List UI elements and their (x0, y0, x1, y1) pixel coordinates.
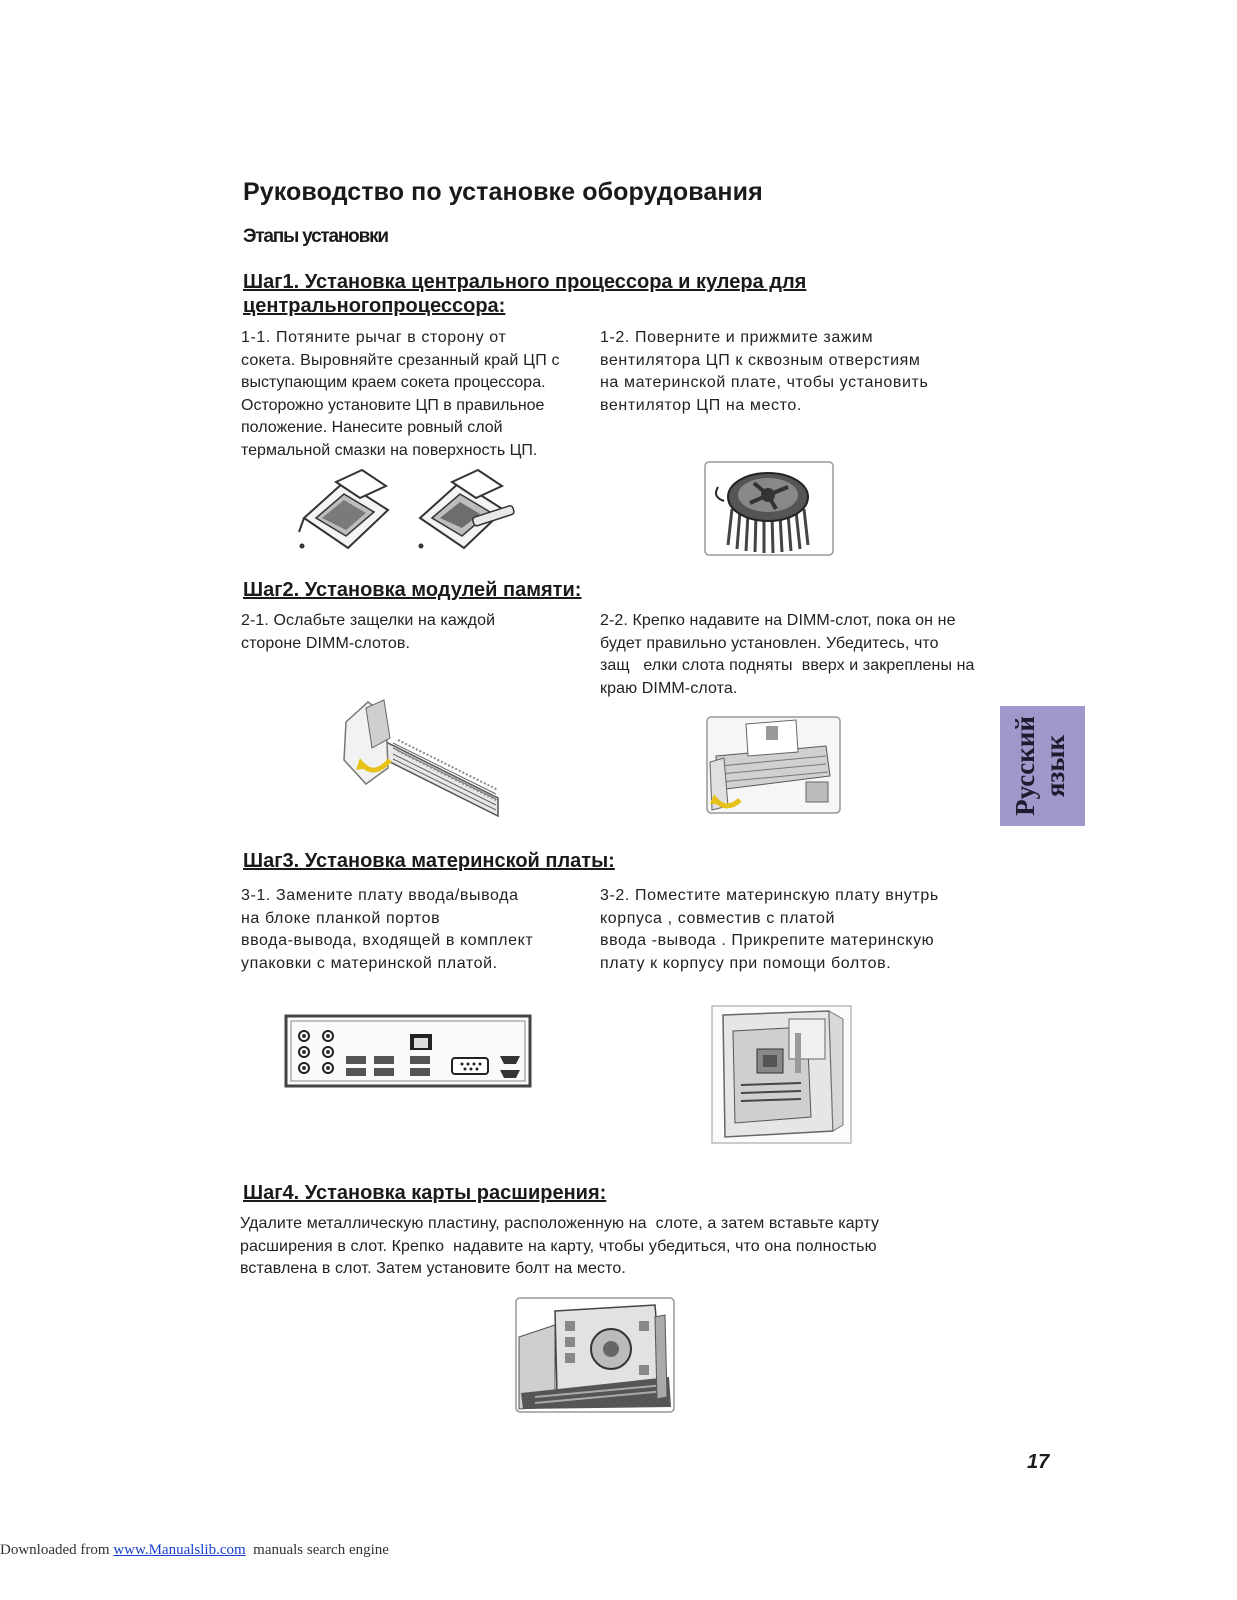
text-line: расширения в слот. Крепко надавите на карту, чтобы убедиться, что она полностью (240, 1237, 877, 1255)
cpu-cooler-figure (704, 461, 834, 556)
case-motherboard-figure (711, 1005, 852, 1144)
text-line: будет правильно установлен. Убедитесь, что (600, 634, 939, 652)
text-line: вентилятор ЦП на место. (600, 396, 802, 414)
text-line: 3-2. Поместите материнскую плату внутрь (600, 887, 939, 904)
manualslib-link[interactable]: www.Manualslib.com (113, 1542, 246, 1558)
io-shield-figure (284, 1014, 532, 1088)
step2-left-text (241, 610, 601, 655)
step2-heading: Шаг2. Установка модулей памяти: (243, 579, 582, 601)
language-side-tab (1000, 706, 1085, 826)
text-line: упаковки с материнской платой. (241, 954, 498, 972)
expansion-card-figure (515, 1297, 675, 1413)
text-line: защ елки слота подняты вверх и закреплены на (600, 657, 975, 675)
page-title: Руководство по установке оборудования (243, 178, 763, 206)
text-line: вентилятора ЦП к сквозным отверстиям (600, 351, 921, 369)
section-subtitle: Этапы установки (243, 226, 388, 247)
text-line: вставлена в слот. Затем установите болт на место. (240, 1260, 626, 1278)
text-line: на материнской плате, чтобы установить (600, 374, 929, 392)
step3-left-text (241, 885, 601, 975)
text-line: термальной смазки на поверхность ЦП. (241, 441, 538, 459)
text-line: на блоке планкой портов (241, 909, 441, 927)
text-line: сокета. Выровняйте срезанный край ЦП с (241, 351, 560, 369)
text-line: 2-1. Ослабьте защелки на каждой (241, 612, 496, 629)
text-line: 2-2. Крепко надавите на DIMM-слот, пока он не (600, 612, 956, 629)
text-line: выступающим краем сокета процессора. (241, 374, 546, 392)
text-line: Удалите металлическую пластину, расположенную на слоте, а затем вставьте карту (240, 1215, 880, 1232)
language-label-line1: Русский (1010, 716, 1040, 816)
step4-heading: Шаг4. Установка карты расширения: (243, 1182, 607, 1204)
dimm-latch-figure (338, 698, 508, 820)
dimm-insert-figure (706, 716, 841, 814)
language-label (1000, 706, 1085, 826)
text-line: ввода-вывода, входящей в комплект (241, 932, 534, 950)
step3-heading: Шаг3. Установка материнской платы: (243, 850, 615, 872)
step1-right-text (600, 327, 1020, 417)
step1-heading (243, 270, 806, 318)
cpu-thermal-paste-figure (414, 468, 522, 552)
text-line: стороне DIMM-слотов. (241, 634, 411, 652)
step3-right-text (600, 885, 1020, 975)
text-line: ввода -вывода . Прикрепите материнскую (600, 932, 935, 950)
footer (0, 1542, 389, 1559)
step1-heading-line1: Шаг1. Установка центрального процессора и кулера для (243, 271, 807, 293)
text-line: положение. Нанесите ровный слой (241, 419, 503, 437)
footer-prefix: Downloaded from (0, 1542, 114, 1558)
text-line: краю DIMM-слота. (600, 679, 738, 697)
step1-heading-line2: центральногопроцессора: (243, 295, 506, 317)
cpu-socket-lever-figure (296, 468, 396, 552)
page-number: 17 (1027, 1451, 1050, 1473)
text-line: 1-1. Потяните рычаг в сторону от (241, 329, 507, 346)
language-label-line2: язык (1040, 734, 1070, 798)
step4-text (240, 1213, 1020, 1281)
text-line: корпуса , совместив с платой (600, 909, 835, 927)
step1-left-text (241, 327, 601, 463)
text-line: Осторожно установите ЦП в правильное (241, 396, 545, 414)
text-line: 1-2. Поверните и прижмите зажим (600, 329, 874, 346)
step2-right-text (600, 610, 1020, 700)
footer-suffix: manuals search engine (245, 1542, 389, 1558)
text-line: плату к корпусу при помощи болтов. (600, 954, 892, 972)
text-line: 3-1. Замените плату ввода/вывода (241, 887, 519, 904)
